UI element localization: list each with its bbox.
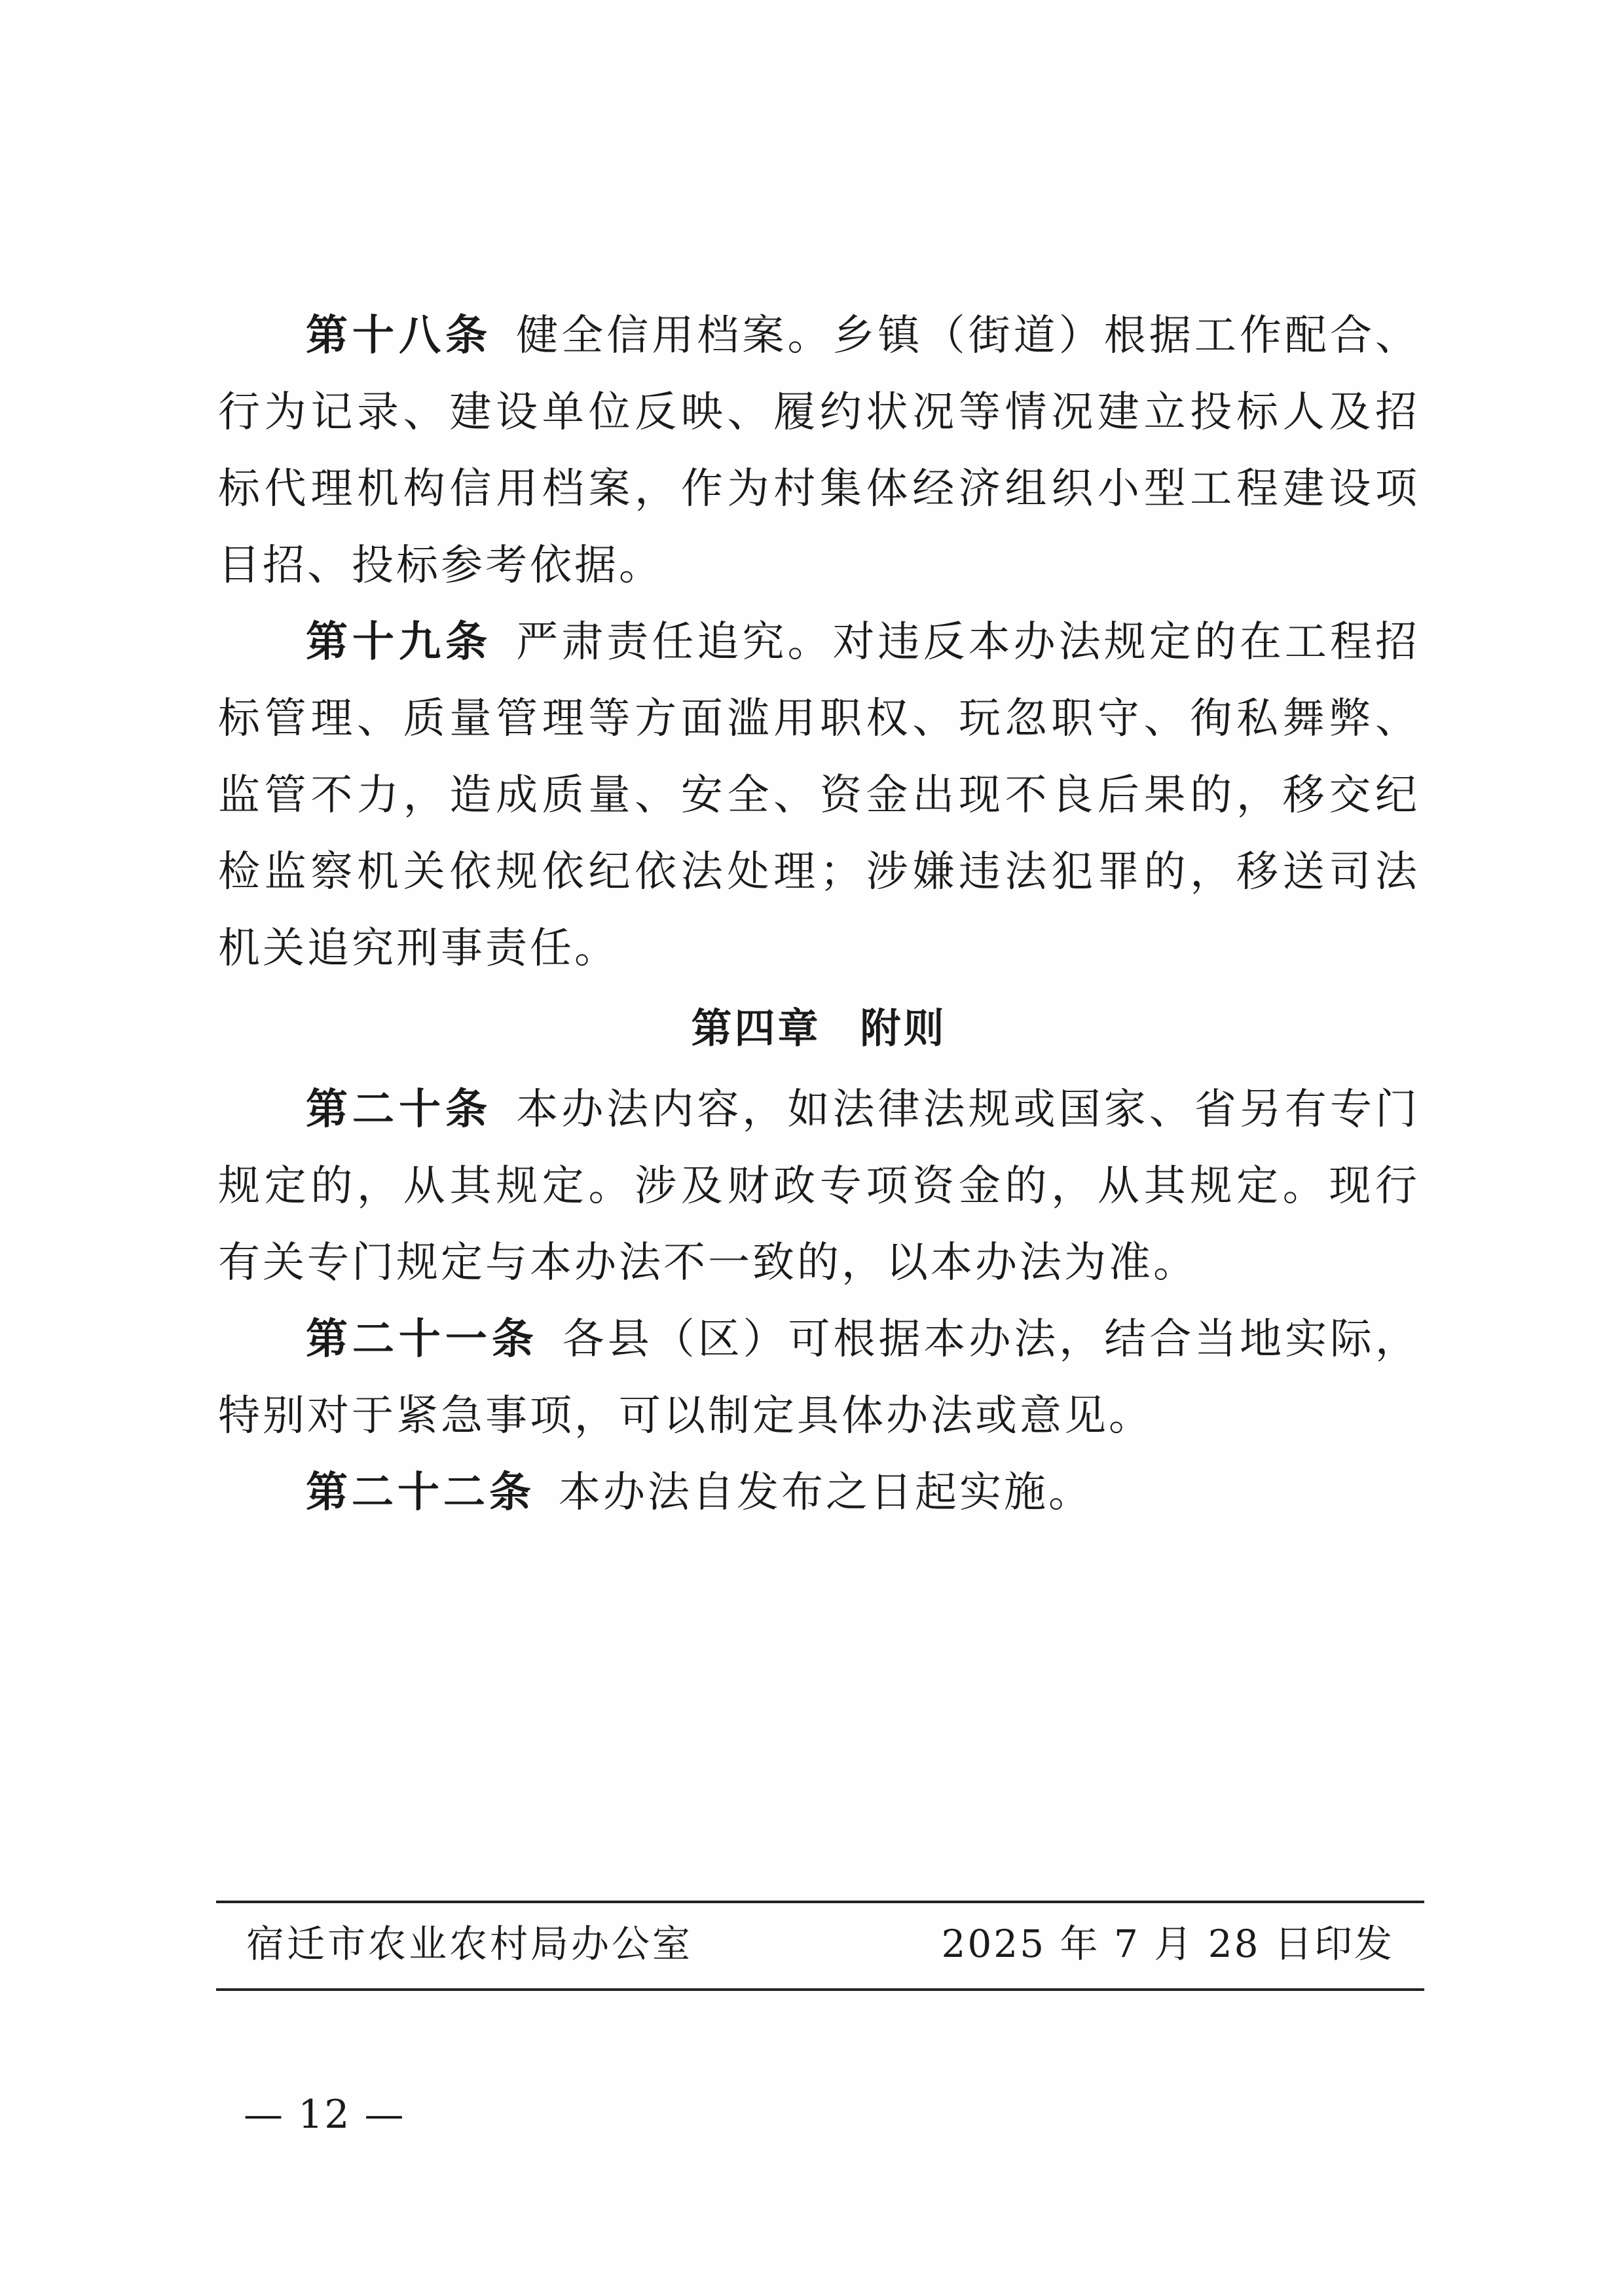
article-text: 各县（区）可根据本办法，结合当地实际，特别对于紧急事项，可以制定具体办法或意见。 xyxy=(218,1315,1420,1440)
issuing-office: 宿迁市农业农村局办公室 xyxy=(246,1922,693,1966)
article-text: 本办法内容，如法律法规或国家、省另有专门规定的，从其规定。涉及财政专项资金的，从其规定。现行有关专门规定与本办法不一致的，以本办法为准。 xyxy=(218,1085,1420,1287)
article-number: 第二十条 xyxy=(306,1085,492,1134)
chapter-number: 第四章 xyxy=(691,1004,821,1052)
chapter-heading xyxy=(218,987,1420,1072)
article-21 xyxy=(218,1302,1420,1455)
article-20 xyxy=(218,1072,1420,1302)
article-18 xyxy=(218,298,1420,604)
article-number: 第二十二条 xyxy=(306,1468,535,1517)
article-22 xyxy=(218,1455,1420,1531)
article-text: 健全信用档案。乡镇（街道）根据工作配合、行为记录、建设单位反映、履约状况等情况建立投标人及招标代理机构信用档案，作为村集体经济组织小型工程建设项目招、投标参考依据。 xyxy=(218,312,1420,590)
print-date: 2025 年 7 月 28 日印发 xyxy=(941,1922,1394,1966)
article-19 xyxy=(218,604,1420,987)
imprint-block xyxy=(216,1901,1424,1991)
document-body xyxy=(218,298,1420,1531)
page-number: — 12 — xyxy=(244,2092,405,2138)
article-text: 本办法自发布之日起实施。 xyxy=(559,1468,1093,1517)
article-text: 严肃责任追究。对违反本办法规定的在工程招标管理、质量管理等方面滥用职权、玩忽职守、徇私舞弊、监管不力，造成质量、安全、资金出现不良后果的，移交纪检监察机关依规依纪依法处理；涉嫌违法犯罪的，移送司法机关追究刑事责任。 xyxy=(218,618,1420,973)
article-number: 第十九条 xyxy=(306,618,492,666)
chapter-title: 附则 xyxy=(860,1004,947,1052)
article-number: 第十八条 xyxy=(306,312,492,360)
article-number: 第二十一条 xyxy=(306,1315,538,1364)
